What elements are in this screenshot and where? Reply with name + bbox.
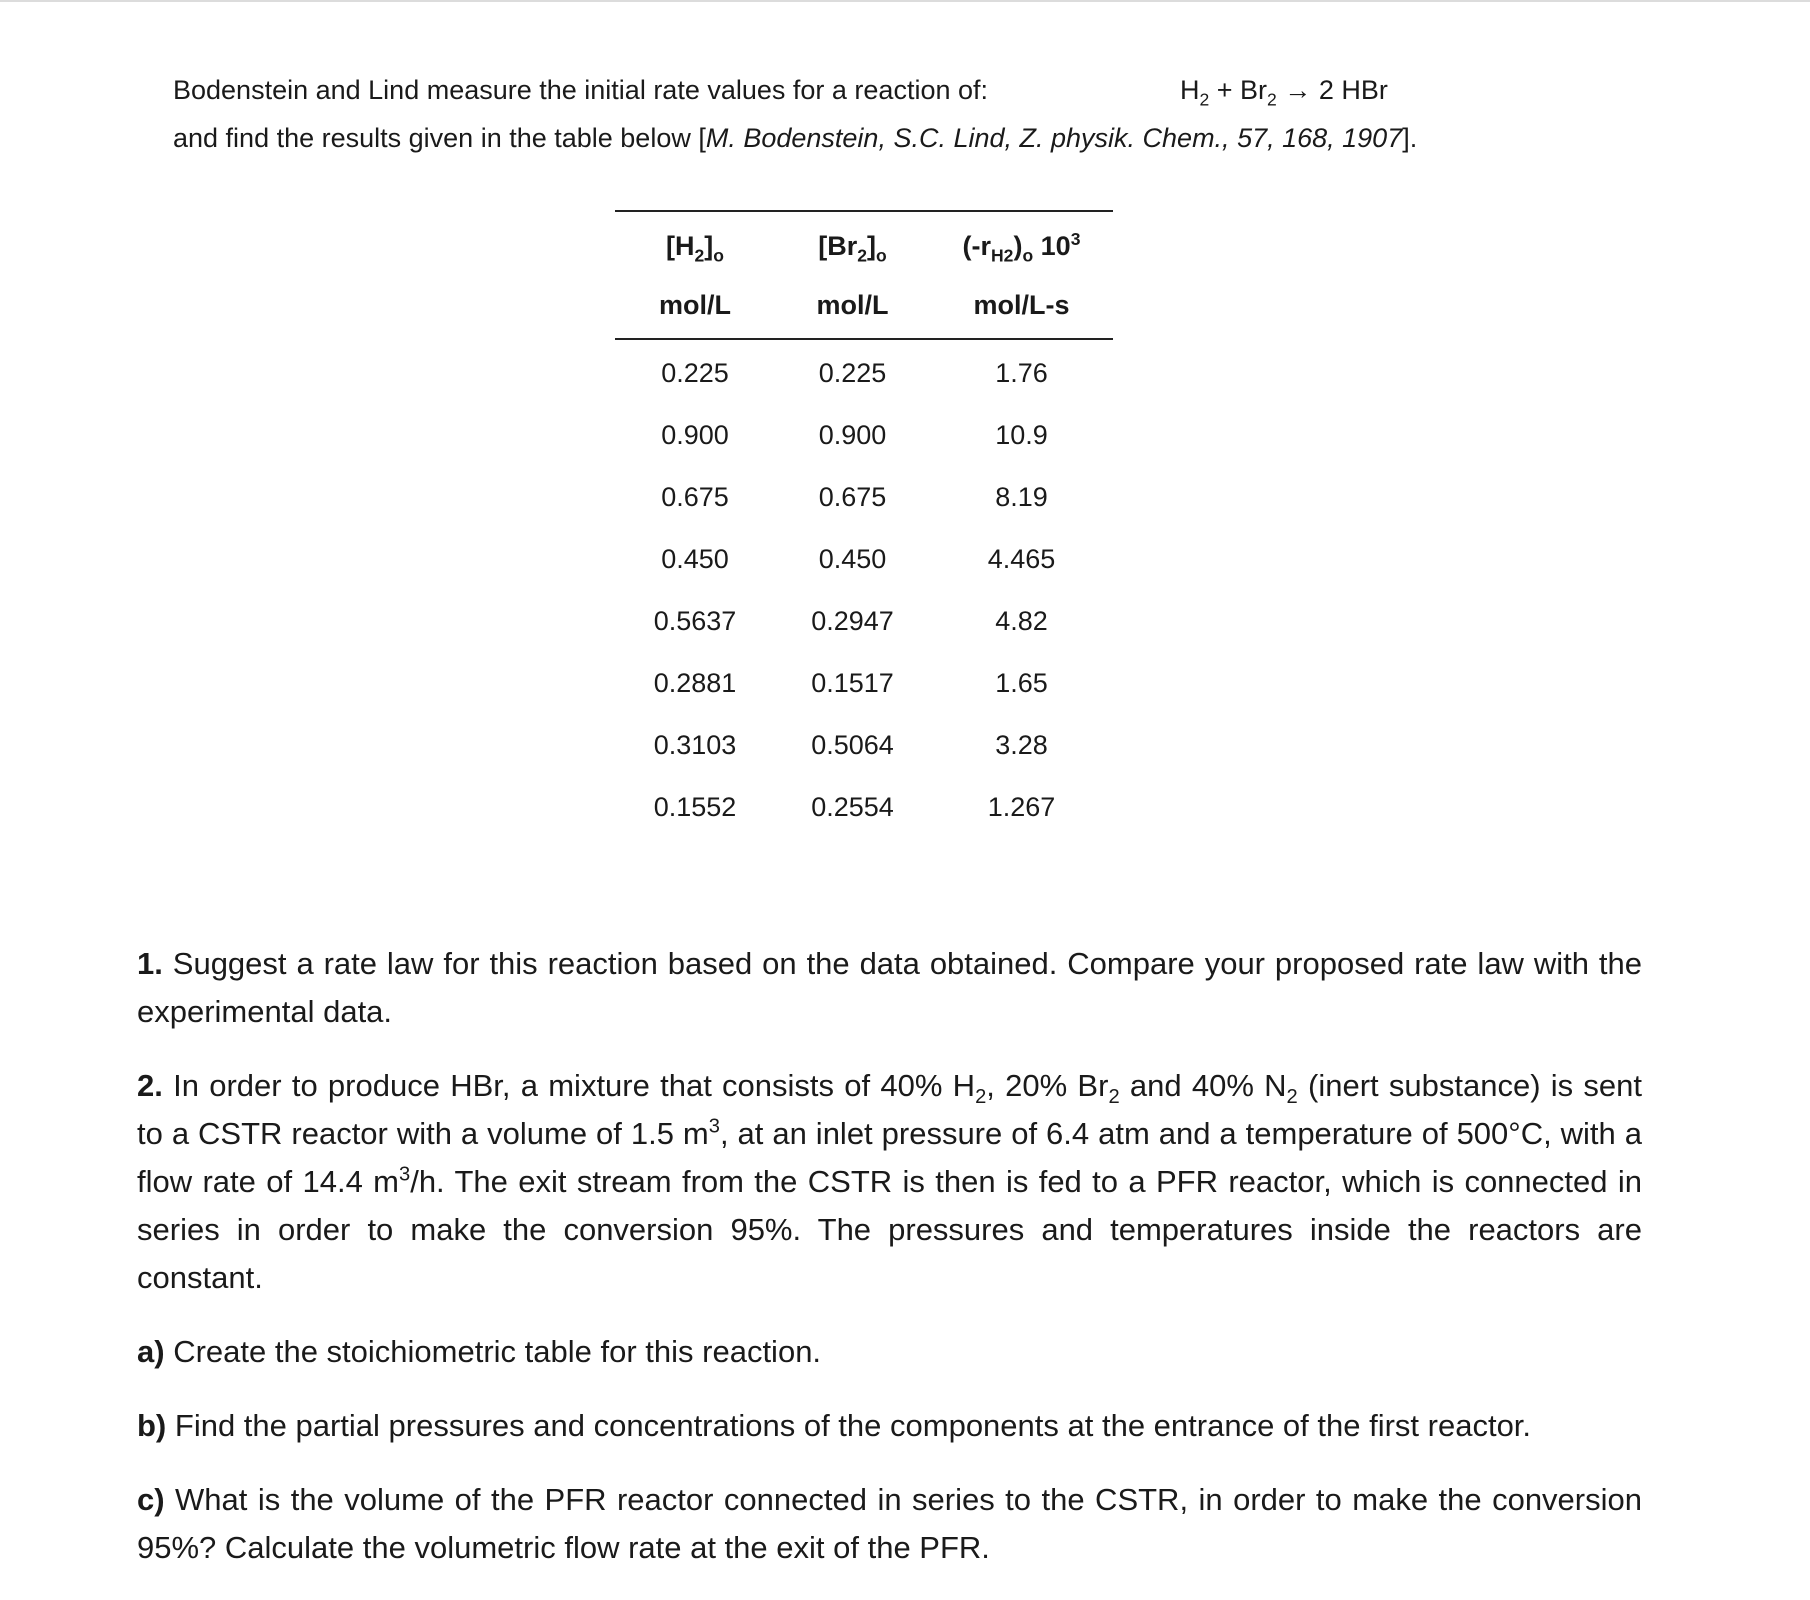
cell-br2: 0.900 <box>818 419 887 450</box>
question-2: 2. In order to produce HBr, a mixture that consists of 40% $H_2$, 20% $Br_2$ and 40% $N_2$ (inert substance) is sent to a CSTR reactor with a volume of 1.5 $m^3$, at an inlet pressure of 6.4 atm and a temperature of 500°C, with a flow rate of 14.4 $m^3/h$. The exit stream from the CSTR is then is fed to a PFR reactor, which is connected in series in order to make the conversion 95%. The pressures and temperatures inside the reactors are constant. <box>137 1068 1642 1295</box>
cell-h2: 0.3103 <box>653 729 737 760</box>
reaction-equation: $H_2 + Br_2 \to 2$ HBr <box>1180 75 1388 110</box>
table-header-row <box>615 211 1113 272</box>
question-2a-label: a) <box>137 1334 165 1369</box>
question-2c: c) What is the volume of the PFR reactor connected in series to the CSTR, in order to make the conversion 95%? Calculate the volumetric flow rate at the exit of the PFR. <box>137 1482 1642 1565</box>
cell-br2: 0.2947 <box>811 605 894 636</box>
unit-rate: mol/L-s <box>930 272 1113 339</box>
cell-br2: 0.5064 <box>811 729 894 760</box>
cell-h2: 0.675 <box>661 481 729 512</box>
unit-h2: mol/L <box>615 272 775 339</box>
table-row <box>615 528 1113 590</box>
citation: M. Bodenstein, S.C. Lind, Z. physik. Chem., 57, 168, 1907 <box>705 123 1403 153</box>
table-row <box>615 776 1113 838</box>
unit-br2: mol/L <box>775 272 930 339</box>
top-border <box>0 0 1810 2</box>
cell-h2: 0.2881 <box>653 667 737 698</box>
table-row <box>615 339 1113 404</box>
table-units-row <box>615 272 1113 339</box>
header-br2-conc: $[Br_2]_o$ <box>775 211 930 272</box>
cell-rate: 4.465 <box>987 543 1056 574</box>
intro-line-2: and find the results given in the table below [M. Bodenstein, S.C. Lind, Z. physik. Chem., 57, 168, 1907]. <box>173 123 1418 153</box>
table-row <box>615 404 1113 466</box>
header-h2-conc: $[H_2]_o$ <box>615 211 775 272</box>
cell-br2: 0.450 <box>818 543 887 574</box>
table-row <box>615 652 1113 714</box>
cell-br2: 0.675 <box>818 481 887 512</box>
cell-br2: 0.2554 <box>811 791 894 822</box>
cell-rate: 8.19 <box>995 481 1048 512</box>
cell-h2: 0.225 <box>661 357 729 388</box>
header-rate: $(-r_{H2})_o$ $10^3$ <box>930 211 1113 272</box>
cell-rate: 1.65 <box>995 667 1048 698</box>
cell-rate: 1.267 <box>987 791 1056 822</box>
cell-h2: 0.5637 <box>653 605 737 636</box>
table-row <box>615 590 1113 652</box>
table-row <box>615 466 1113 528</box>
cell-h2: 0.900 <box>661 419 729 450</box>
cell-h2: 0.1552 <box>653 791 737 822</box>
questions-section <box>137 940 1642 1598</box>
cell-br2: 0.1517 <box>811 667 894 698</box>
question-2-number: 2. <box>137 1068 163 1103</box>
question-2b: b) Find the partial pressures and concentrations of the components at the entrance of the first reactor. <box>137 1408 1532 1443</box>
cell-rate: 3.28 <box>995 729 1048 760</box>
question-2b-label: b) <box>137 1408 167 1443</box>
table-row <box>615 714 1113 776</box>
cell-rate: 10.9 <box>995 419 1048 450</box>
question-2a: a) Create the stoichiometric table for this reaction. <box>137 1334 822 1369</box>
cell-br2: 0.225 <box>818 357 887 388</box>
intro-line-1: Bodenstein and Lind measure the initial rate values for a reaction of: <box>173 75 988 105</box>
cell-rate: 4.82 <box>995 605 1048 636</box>
question-2c-label: c) <box>137 1482 165 1517</box>
question-1-number: 1. <box>137 946 163 981</box>
cell-rate: 1.76 <box>995 357 1048 388</box>
rate-data-table <box>615 210 1113 838</box>
cell-h2: 0.450 <box>661 543 729 574</box>
question-1: 1. Suggest a rate law for this reaction based on the data obtained. Compare your proposed rate law with the experimental data. <box>137 946 1642 1029</box>
